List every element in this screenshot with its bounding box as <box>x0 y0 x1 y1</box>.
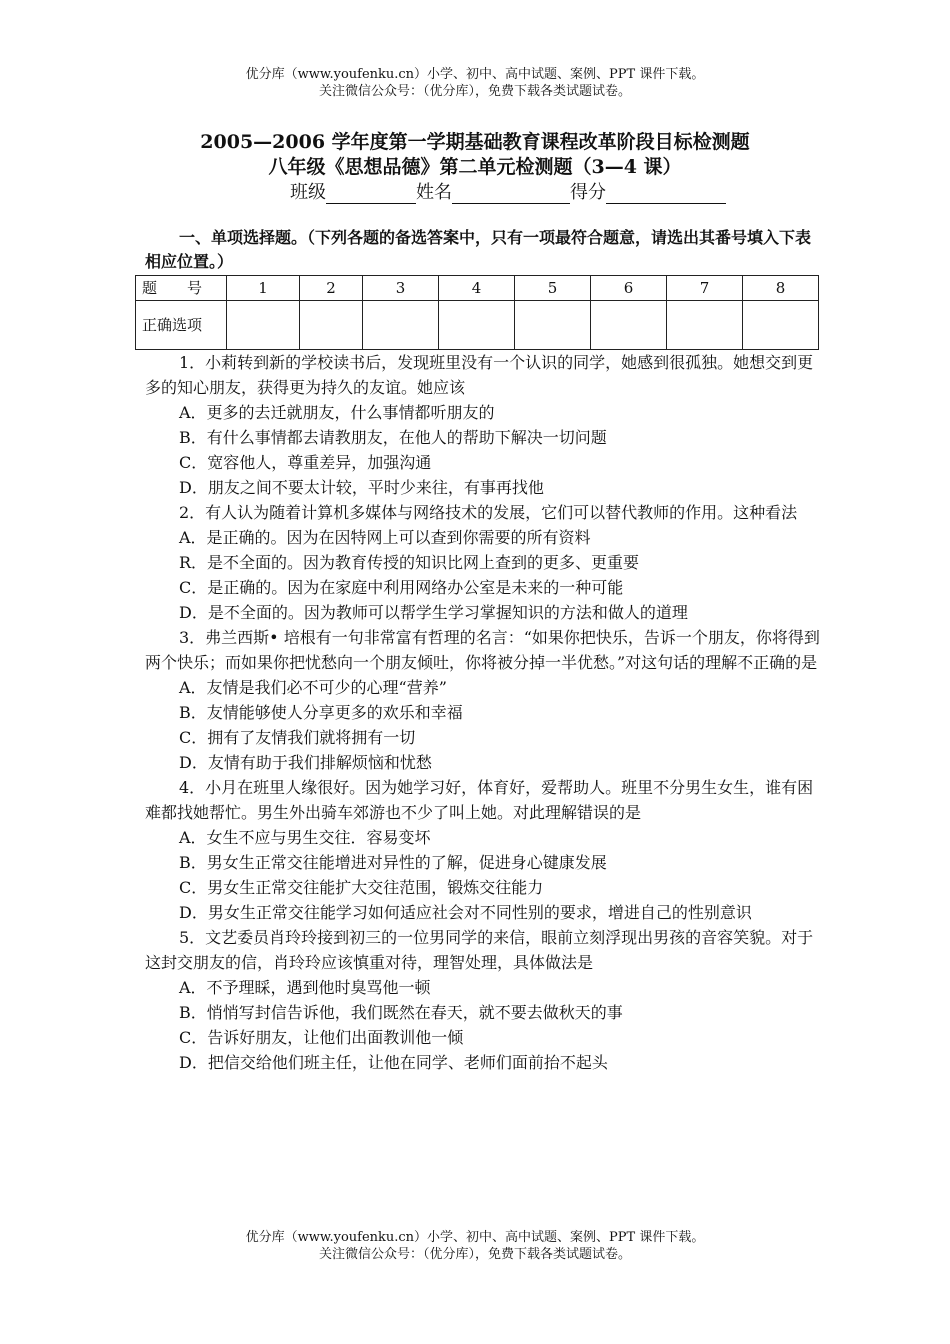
question-option: A．女生不应与男生交往．容易变坏 <box>179 828 431 847</box>
header-line-2: 关注微信公众号：（优分库），免费下载各类试题试卷。 <box>318 84 631 99</box>
question-stem: 2．有人认为随着计算机多媒体与网络技术的发展，它们可以替代教师的作用。这种看法 <box>179 503 798 522</box>
question-option: B．男女生正常交往能增进对异性的了解，促进身心键康发展 <box>179 853 607 872</box>
question-stem: 3．弗兰西斯• 培根有一句非常富有哲理的名言：“如果你把快乐，告诉一个朋友，你将得到两个快乐；而如果你把忧愁向一个朋友倾吐，你将被分掉一半优愁。”对这句话的理解不正确的是 <box>145 628 820 672</box>
answer-table <box>135 275 819 350</box>
question-option: C．男女生正常交往能扩大交往范围，锻炼交往能力 <box>179 878 544 897</box>
question-option: A．更多的去迁就朋友，什么事情都听朋友的 <box>179 403 495 422</box>
class-blank <box>326 183 416 204</box>
answer-cell[interactable] <box>515 301 591 350</box>
question-list <box>145 350 821 1075</box>
answer-cell[interactable] <box>439 301 515 350</box>
score-label: 得分 <box>570 182 606 203</box>
exam-title: 2005—2006 学年度第一学期基础教育课程改革阶段目标检测题 <box>200 131 750 153</box>
answer-cell[interactable] <box>743 301 819 350</box>
question-option: D．友情有助于我们排解烦恼和忧愁 <box>179 753 432 772</box>
question-option: C．宽容他人，尊重差异，加强沟通 <box>179 453 432 472</box>
question-number-cell: 8 <box>743 276 819 301</box>
question-option: C．告诉好朋友，让他们出面教训他一倾 <box>179 1028 464 1047</box>
answer-cell[interactable] <box>227 301 300 350</box>
name-blank <box>452 183 570 204</box>
question-option: B．有什么事情都去请教朋友，在他人的帮助下解决一切问题 <box>179 428 607 447</box>
score-blank <box>606 183 726 204</box>
table-row-label: 题 号 <box>136 276 227 301</box>
page-footer <box>0 1229 950 1263</box>
question-stem: 5．文艺委员肖玲玲接到初三的一位男同学的来信，眼前立刻浮现出男孩的音容笑貌。对于这封交朋友的信，肖玲玲应该慎重对待，理智处理，具体做法是 <box>145 928 814 972</box>
question-option: A．不予理睬，遇到他时臭骂他一顿 <box>179 978 431 997</box>
question-number-cell: 2 <box>300 276 363 301</box>
question-number-cell: 4 <box>439 276 515 301</box>
answer-cell[interactable] <box>363 301 439 350</box>
question-number-cell: 7 <box>667 276 743 301</box>
class-label: 班级 <box>290 182 326 203</box>
table-row-label: 正确选项 <box>136 301 227 350</box>
answer-cell[interactable] <box>300 301 363 350</box>
answer-cell[interactable] <box>667 301 743 350</box>
question-option: B．友情能够使人分享更多的欢乐和幸福 <box>179 703 463 722</box>
question-option: D．把信交给他们班主任，让他在同学、老师们面前抬不起头 <box>179 1053 608 1072</box>
question-option: B．悄悄写封信告诉他，我们既然在春天，就不要去做秋天的事 <box>179 1003 623 1022</box>
footer-line-2: 关注微信公众号：（优分库），免费下载各类试题试卷。 <box>318 1247 631 1262</box>
name-label: 姓名 <box>416 182 452 203</box>
question-option: C．拥有了友情我们就将拥有一切 <box>179 728 416 747</box>
question-option: D．男女生正常交往能学习如何适应社会对不同性别的要求，增进自己的性别意识 <box>179 903 752 922</box>
answer-cell[interactable] <box>591 301 667 350</box>
question-number-cell: 5 <box>515 276 591 301</box>
footer-line-1: 优分库（www.youfenku.cn）小学、初中、高中试题、案例、PPT 课件下载。 <box>245 1230 705 1245</box>
exam-subtitle: 八年级《思想品德》第二单元检测题（3—4 课） <box>268 156 682 178</box>
question-stem: 1．小莉转到新的学校读书后，发现班里没有一个认识的同学，她感到很孤独。她想交到更多的知心朋友，获得更为持久的友谊。她应该 <box>145 353 814 397</box>
question-number-cell: 3 <box>363 276 439 301</box>
question-option: A．友情是我们必不可少的心理“营养” <box>179 678 447 697</box>
question-option: A．是正确的。因为在因特网上可以查到你需要的所有资料 <box>179 528 591 547</box>
question-stem: 4．小月在班里人缘很好。因为她学习好，体育好，爱帮助人。班里不分男生女生，谁有困难都找她帮忙。男生外出骑车郊游也不少了叫上她。对此理解错误的是 <box>145 778 814 822</box>
page-header <box>0 66 950 100</box>
question-number-cell: 6 <box>591 276 667 301</box>
question-option: C．是正确的。因为在家庭中利用网络办公室是未来的一种可能 <box>179 578 624 597</box>
header-line-1: 优分库（www.youfenku.cn）小学、初中、高中试题、案例、PPT 课件下载。 <box>245 67 705 82</box>
question-option: D．朋友之间不要太计较，平时少来往，有事再找他 <box>179 478 544 497</box>
question-option: R．是不全面的。因为教育传授的知识比网上查到的更多、更重要 <box>179 553 640 572</box>
question-number-cell: 1 <box>227 276 300 301</box>
student-info-line <box>290 178 726 204</box>
section-heading: 一、单项选择题。（下列各题的备选答案中，只有一项最符合题意，请选出其番号填入下表相应位置。） <box>145 228 812 271</box>
question-option: D．是不全面的。因为教师可以帮学生学习掌握知识的方法和做人的道理 <box>179 603 688 622</box>
